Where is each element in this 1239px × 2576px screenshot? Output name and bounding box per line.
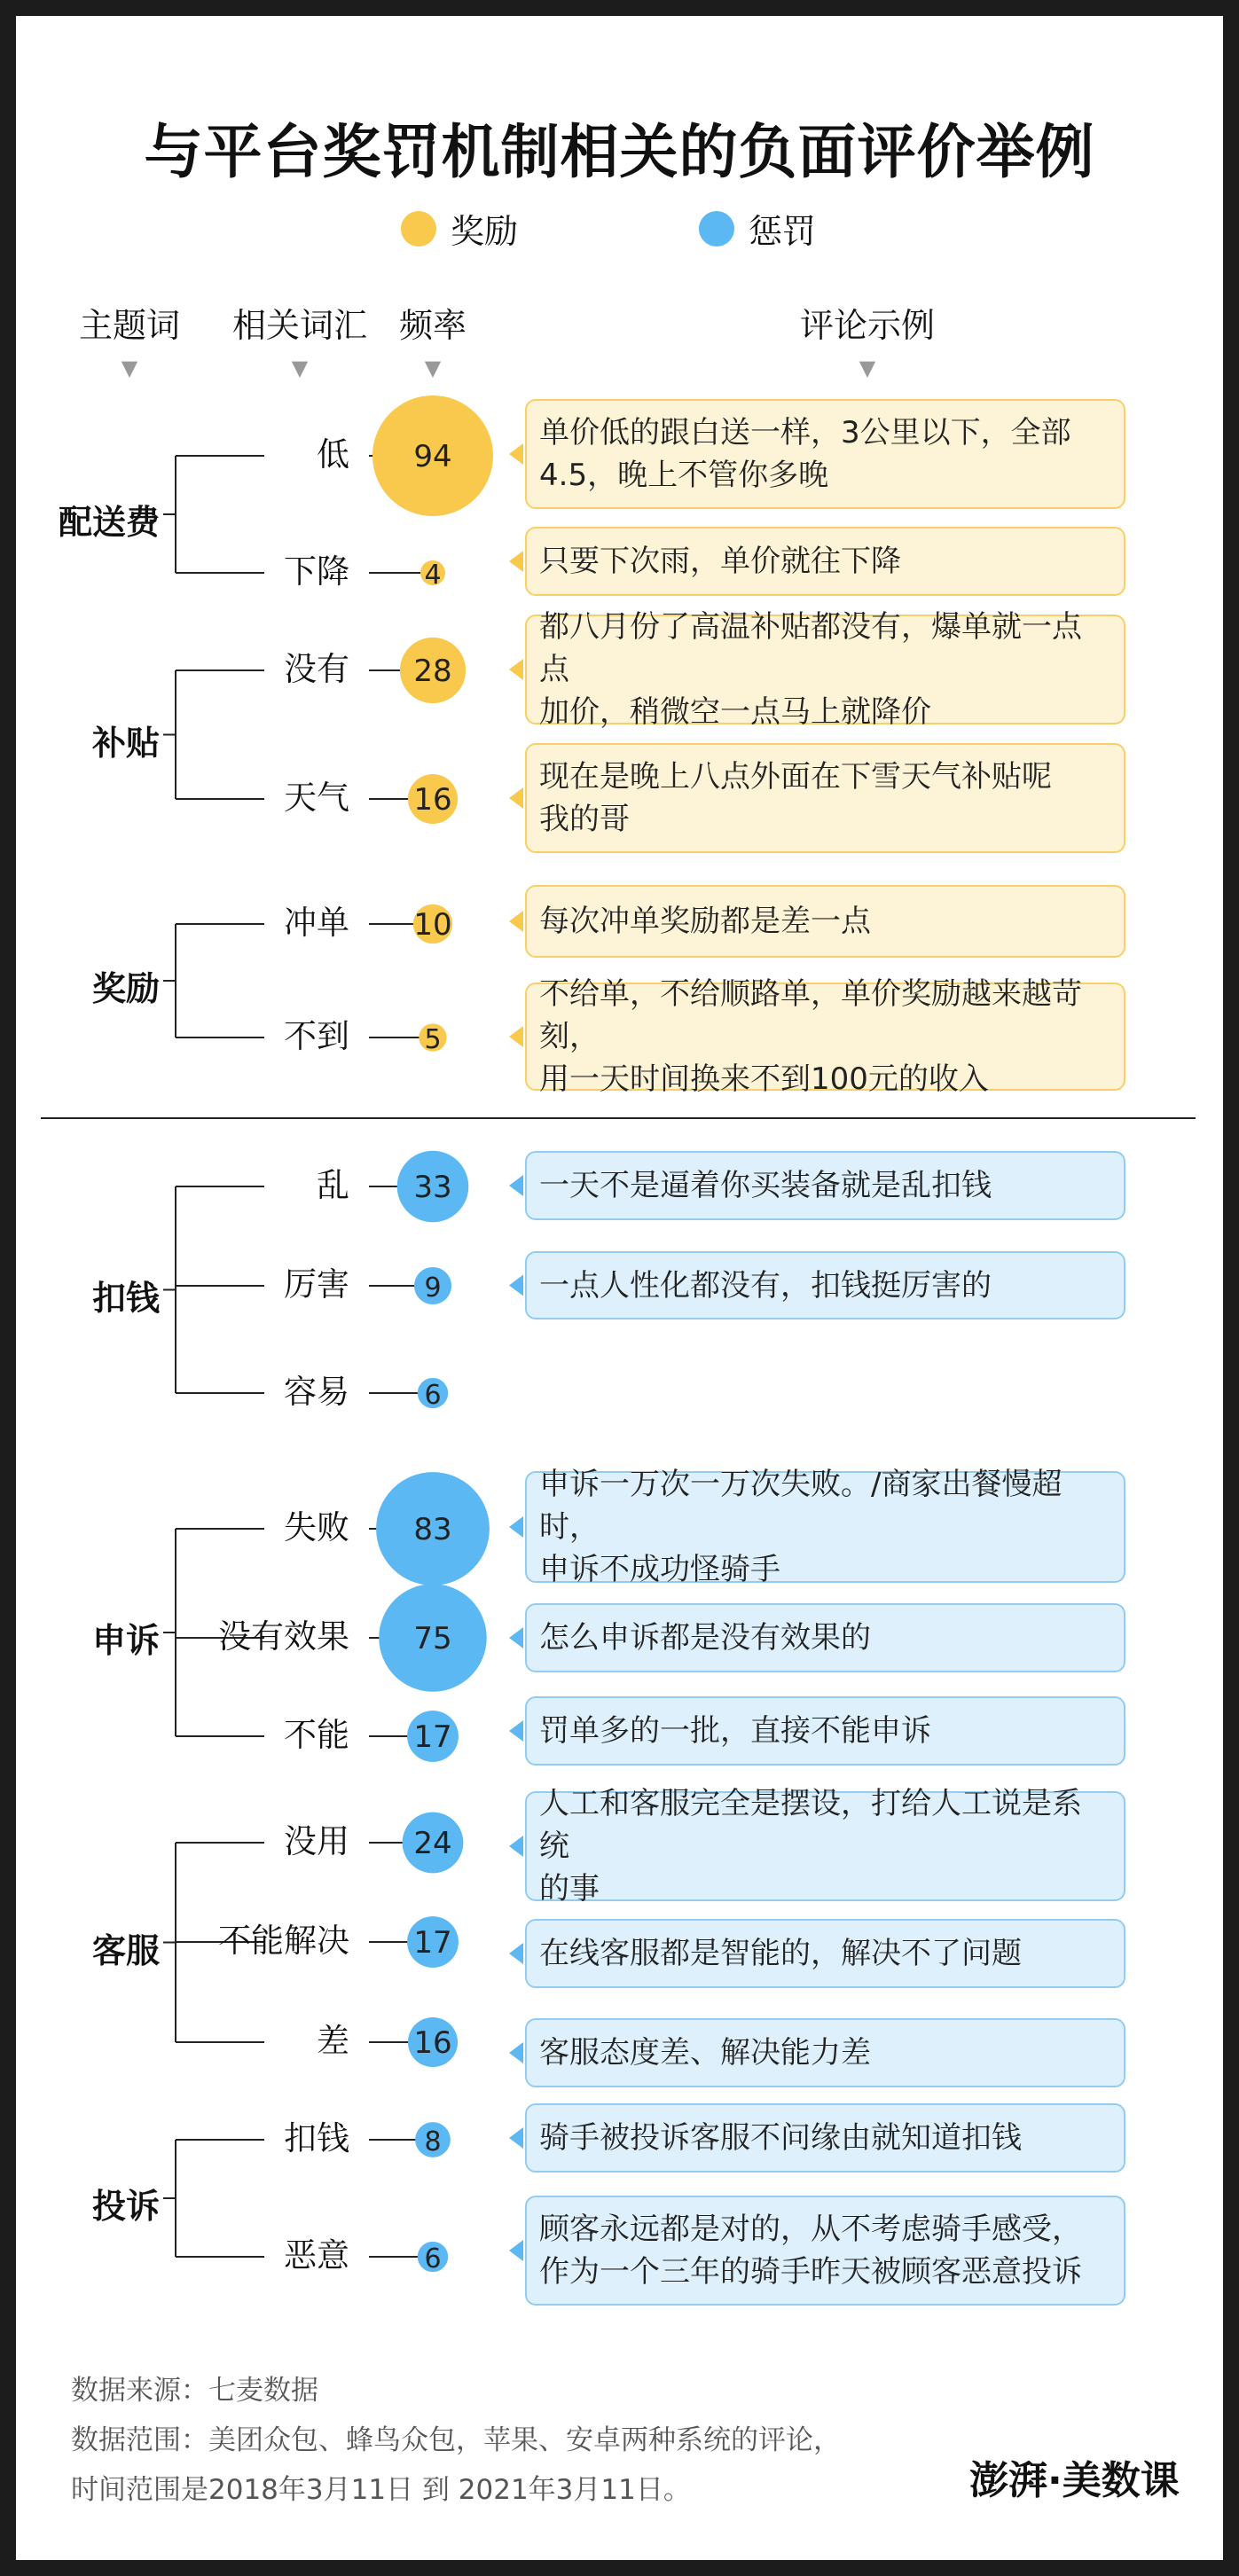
topic-label: 补贴 — [91, 723, 160, 763]
related-word-label: 天气 — [284, 779, 349, 817]
comment-line: 怎么申诉都是没有效果的 — [539, 1620, 871, 1656]
comment-line: 在线客服都是智能的，解决不了问题 — [539, 1936, 1022, 1971]
pointer-triangle-icon — [509, 911, 523, 932]
column-header-comments-label: 评论示例 — [799, 306, 935, 345]
comment-line: 我的哥 — [539, 802, 630, 837]
comment-line: 一点人性化都没有，扣钱挺厉害的 — [539, 1267, 992, 1304]
related-word-label: 乱 — [317, 1166, 349, 1204]
related-word-label: 低 — [317, 435, 349, 474]
frequency-value: 17 — [413, 1925, 452, 1961]
related-word-label: 没用 — [284, 1822, 349, 1860]
pointer-triangle-icon — [509, 443, 523, 465]
comment-line: 作为一个三年的骑手昨天被顾客恶意投诉 — [539, 2254, 1082, 2290]
frequency-value: 28 — [413, 654, 452, 689]
comment-line: 4.5，晚上不管你多晚 — [539, 458, 829, 493]
comment-box — [525, 1151, 1125, 1220]
footer — [71, 2366, 841, 2515]
comment-line: 加价，稍微空一点马上就降价 — [539, 694, 931, 730]
topic-label: 奖励 — [91, 969, 160, 1008]
pointer-triangle-icon — [509, 1026, 523, 1047]
frequency-value: 10 — [413, 907, 452, 943]
related-word-label: 厉害 — [284, 1265, 349, 1304]
topic-label: 投诉 — [91, 2187, 160, 2226]
pointer-triangle-icon — [509, 2042, 523, 2063]
comment-line: 一天不是逼着你买装备就是乱扣钱 — [539, 1168, 992, 1203]
pointer-triangle-icon — [509, 2127, 523, 2149]
legend-label-reward: 奖励 — [451, 212, 519, 251]
comment-box — [525, 1603, 1125, 1672]
topic-label: 配送费 — [58, 503, 160, 542]
related-word-label: 差 — [317, 2022, 349, 2060]
comment-line: 不给单，不给顺路单，单价奖励越来越苛刻， — [539, 976, 1082, 1054]
logo-text: 澎湃·美数课 — [969, 2458, 1180, 2503]
comment-line: 现在是晚上八点外面在下雪天气补贴呢 — [539, 759, 1052, 795]
comment-line: 每次冲单奖励都是差一点 — [539, 904, 871, 939]
frequency-value: 9 — [424, 1272, 442, 1304]
frequency-value: 17 — [413, 1719, 452, 1755]
comment-box — [525, 1696, 1125, 1766]
comment-line: 单价低的跟白送一样，3公里以下，全部 — [539, 415, 1071, 450]
comment-box — [525, 743, 1125, 853]
pointer-triangle-icon — [509, 659, 523, 680]
comment-line: 申诉不成功怪骑手 — [539, 1552, 780, 1587]
comment-box — [525, 2018, 1125, 2087]
related-word-label: 没有效果 — [218, 1617, 349, 1656]
frequency-value: 6 — [424, 2243, 442, 2275]
down-arrow-icon: ▼ — [859, 356, 876, 380]
frequency-value: 16 — [413, 2025, 452, 2061]
related-word-label: 不到 — [284, 1017, 349, 1055]
frequency-value: 5 — [424, 1024, 442, 1055]
frequency-value: 83 — [413, 1512, 452, 1547]
down-arrow-icon: ▼ — [291, 356, 309, 380]
comment-line: 用一天时间换来不到100元的收入 — [539, 1061, 989, 1097]
related-word-label: 没有 — [284, 650, 349, 688]
frequency-value: 6 — [424, 1380, 442, 1411]
frequency-value: 8 — [424, 2126, 442, 2157]
frequency-value: 33 — [413, 1170, 452, 1205]
comment-line: 骑手被投诉客服不问缘由就知道扣钱 — [539, 2120, 1022, 2156]
comment-box — [525, 609, 1125, 730]
footer-scope-1: 数据范围：美团众包、蜂鸟众包，苹果、安卓两种系统的评论， — [71, 2424, 841, 2456]
comment-box — [525, 527, 1125, 596]
down-arrow-icon: ▼ — [121, 356, 138, 380]
comment-line: 都八月份了高温补贴都没有，爆单就一点点 — [539, 609, 1082, 687]
comment-line: 人工和客服完全是摆设，打给人工说是系统 — [539, 1786, 1082, 1864]
infographic-frame — [16, 16, 1223, 2560]
pointer-triangle-icon — [509, 1175, 523, 1196]
logo — [969, 2448, 1180, 2505]
comment-box — [525, 885, 1125, 958]
pointer-triangle-icon — [509, 2240, 523, 2261]
comment-box — [525, 976, 1125, 1097]
footer-scope-2: 时间范围是2018年3月11日 到 2021年3月11日。 — [71, 2474, 691, 2506]
related-word-label: 冲单 — [284, 904, 349, 942]
comment-box — [525, 399, 1125, 509]
comment-box — [525, 2103, 1125, 2173]
comment-line: 客服态度差、解决能力差 — [539, 2035, 871, 2071]
comment-box — [525, 1251, 1125, 1319]
comment-line: 的事 — [539, 1871, 600, 1907]
comment-box — [525, 1786, 1125, 1907]
comment-line: 申诉一万次一万次失败。/商家出餐慢超时， — [539, 1467, 1063, 1545]
pointer-triangle-icon — [509, 1275, 523, 1296]
frequency-value: 16 — [413, 782, 452, 818]
pointer-triangle-icon — [509, 787, 523, 809]
topic-label: 客服 — [91, 1930, 160, 1970]
topic-label: 扣钱 — [91, 1278, 160, 1318]
column-header-frequency-label: 频率 — [398, 306, 467, 345]
pointer-triangle-icon — [509, 1943, 523, 1964]
pointer-triangle-icon — [509, 1516, 523, 1538]
related-word-label: 恶意 — [284, 2236, 349, 2275]
comment-box — [525, 1467, 1125, 1587]
related-word-label: 失败 — [284, 1508, 349, 1546]
chart-title: 与平台奖罚机制相关的负面评价举例 — [144, 118, 1095, 186]
frequency-value: 24 — [413, 1826, 452, 1861]
pointer-triangle-icon — [509, 1836, 523, 1857]
down-arrow-icon: ▼ — [424, 356, 442, 380]
frequency-value: 94 — [413, 439, 452, 474]
comment-box — [525, 2196, 1125, 2306]
comment-box — [525, 1919, 1125, 1988]
comment-line: 顾客永远都是对的，从不考虑骑手感受， — [539, 2212, 1082, 2247]
pointer-triangle-icon — [509, 1720, 523, 1742]
related-word-label: 容易 — [284, 1373, 349, 1411]
related-word-label: 不能 — [284, 1716, 349, 1754]
pointer-triangle-icon — [509, 1627, 523, 1648]
frequency-value: 75 — [413, 1621, 452, 1656]
legend-label-punish: 惩罚 — [749, 212, 817, 251]
pointer-triangle-icon — [509, 551, 523, 572]
comment-line: 罚单多的一批，直接不能申诉 — [539, 1713, 931, 1749]
related-word-label: 不能解决 — [218, 1922, 349, 1960]
related-word-label: 扣钱 — [284, 2119, 349, 2157]
related-word-label: 下降 — [284, 552, 349, 591]
column-header-related-label: 相关词汇 — [231, 306, 367, 345]
topic-label: 申诉 — [91, 1621, 160, 1660]
column-header-topic-label: 主题词 — [78, 306, 180, 345]
frequency-value: 4 — [424, 560, 442, 591]
comment-line: 只要下次雨，单价就往下降 — [539, 544, 901, 579]
footer-source: 数据来源：七麦数据 — [71, 2375, 318, 2407]
